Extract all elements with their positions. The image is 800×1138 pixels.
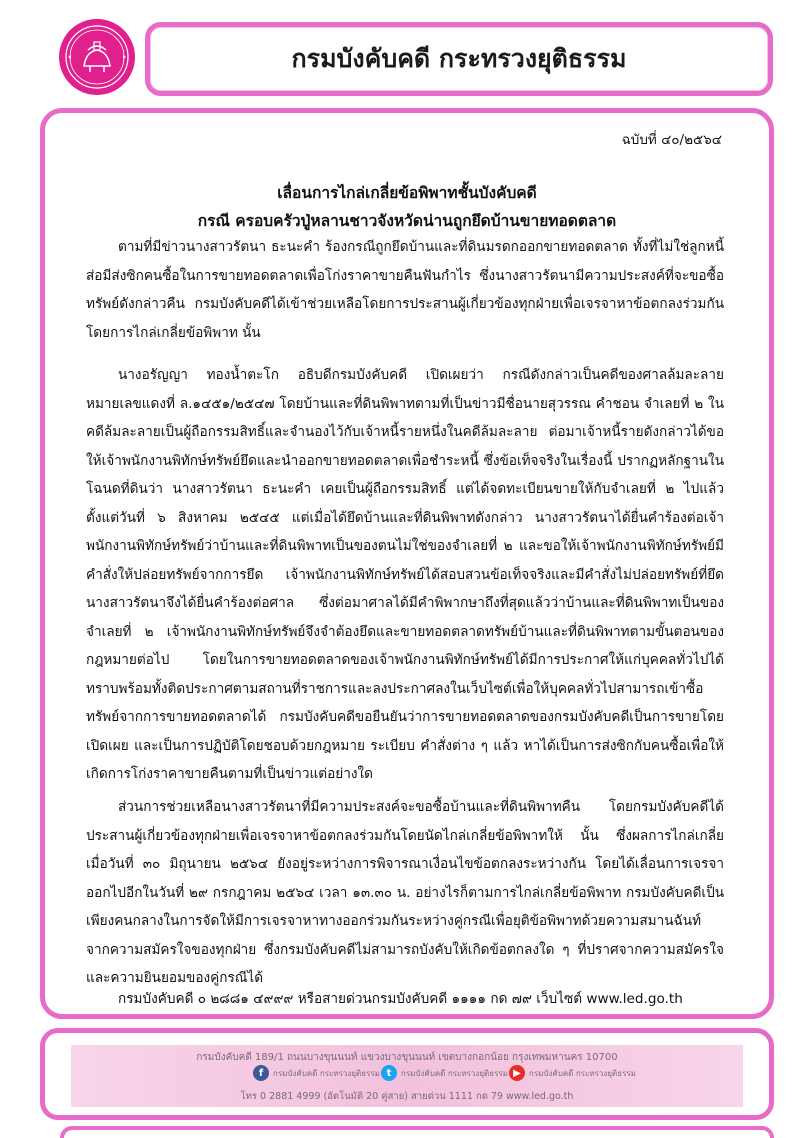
youtube-icon: ▶ xyxy=(509,1065,525,1081)
footer-contact: โทร 0 2881 4999 (อัตโนมัติ 20 คู่สาย) สายด่วน 1111 กด 79 www.led.go.th xyxy=(240,1091,574,1102)
footer-banner xyxy=(71,1045,743,1107)
contact-paragraph: กรมบังคับคดี ๐ ๒๘๘๑ ๔๙๙๙ หรือสายด่วนกรมบังคับคดี ๑๑๑๑ กด ๗๙ เว็บไซต์ www.led.go.th xyxy=(118,991,683,1007)
facebook-label: กรมบังคับคดี กระทรวงยุติธรรม xyxy=(273,1068,380,1078)
facebook-icon: f xyxy=(253,1065,269,1081)
document-number: ฉบับที่ ๔๐/๒๕๖๔ xyxy=(621,132,722,148)
twitter-link[interactable] xyxy=(381,1065,508,1081)
youtube-link[interactable] xyxy=(509,1065,636,1081)
facebook-link[interactable] xyxy=(253,1065,380,1081)
next-page-frame-edge xyxy=(60,1126,774,1138)
page-title: กรมบังคับคดี กระทรวงยุติธรรม xyxy=(291,44,627,73)
footer-frame xyxy=(40,1028,774,1120)
twitter-label: กรมบังคับคดี กระทรวงยุติธรรม xyxy=(401,1068,508,1078)
twitter-icon: t xyxy=(381,1065,397,1081)
paragraph-1: ตามที่มีข่าวนางสาวรัตนา ธะนะคำ ร้องกรณีถูกยึดบ้านและที่ดินมรดกออกขายทอดตลาด ทั้งที่ไม่ใช่ลูกหนี้ ส่อมีส่งซิกคนซื้อในการขายทอดตลาดเพื่อโก่งราคาขายคืนฟันกำไร ซึ่งนางสาวรัตนามีความประสงค์ที่จะขอซื้อทรัพย์ดังกล่าวคืน กรมบังคับคดีได้เข้าช่วยเหลือโดยการประสานผู้เกี่ยวข้องทุกฝ่ายเพื่อเจรจาหาข้อตกลงร่วมกันโดยการไกล่เกลี่ยข้อพิพาท นั้น xyxy=(86,239,724,341)
department-seal-logo xyxy=(58,18,136,96)
headline-line-1: เลื่อนการไกล่เกลี่ยข้อพิพาทชั้นบังคับคดี xyxy=(277,184,537,202)
headline-line-2: กรณี ครอบครัวปู่หลานชาวจังหวัดน่านถูกยึดบ้านขายทอดตลาด xyxy=(197,212,617,230)
footer-address: กรมบังคับคดี 189/1 ถนนบางขุนนนท์ แขวงบางขุนนนท์ เขตบางกอกน้อย กรุงเทพมหานคร 10700 xyxy=(196,1052,618,1063)
youtube-label: กรมบังคับคดี กระทรวงยุติธรรม xyxy=(529,1068,636,1078)
paragraph-2: นางอรัญญา ทองน้ำตะโก อธิบดีกรมบังคับคดี เปิดเผยว่า กรณีดังกล่าวเป็นคดีของศาลล้มละลาย หมายเลขแดงที่ ล.๑๔๕๑/๒๕๔๗ โดยบ้านและที่ดินพิพาทตามที่เป็นข่าวมีชื่อนายสุวรรณ คำชอน จำเลยที่ ๒ ในคดีล้มละลายเป็นผู้ถือกรรมสิทธิ์และจำนองไว้กับเจ้าหนี้รายหนึ่งในคดีล้มละลาย ต่อมาเจ้าหนี้รายดังกล่าวได้ขอให้เจ้าพนักงานพิทักษ์ทรัพย์ยึดและนำออกขายทอดตลาดเพื่อชำระหนี้ ซึ่งข้อเท็จจริงในเรื่องนี้ ปรากฏหลักฐานในโฉนดที่ดินว่า นางสาวรัตนา ธะนะคำ เคยเป็นผู้ถือกรรมสิทธิ์ แต่ได้จดทะเบียนขายให้กับจำเลยที่ ๒ ไปแล้วตั้งแต่วันที่ ๖ สิงหาคม ๒๕๔๕ แต่เมื่อได้ยึดบ้านและที่ดินพิพาทดังกล่าว นางสาวรัตนาได้ยื่นคำร้องต่อเจ้าพนักงานพิทักษ์ทรัพย์ว่าบ้านและที่ดินพิพาทเป็นของตนไม่ใช่ของจำเลยที่ ๒ และขอให้เจ้าพนักงานพิทักษ์ทรัพย์มีคำสั่งให้ปล่อยทรัพย์จากการยึด เจ้าพนักงานพิทักษ์ทรัพย์ได้สอบสวนข้อเท็จจริงและมีคำสั่งไม่ปล่อยทรัพย์ที่ยึด นางสาวรัตนาจึงได้ยื่นคำร้องต่อศาล ซึ่งต่อมาศาลได้มีคำพิพากษาถึงที่สุดแล้วว่าบ้านและที่ดินพิพาทเป็นของจำเลยที่ ๒ เจ้าพนักงานพิทักษ์ทรัพย์จึงจำต้องยึดและขายทอดตลาดทรัพย์บ้านและที่ดินพิพาทตามขั้นตอนของกฎหมายต่อไป โดยในการขายทอดตลาดของเจ้าพนักงานพิทักษ์ทรัพย์ได้มีการประกาศให้แก่บุคคลทั่วไปได้ทราบพร้อมทั้งติดประกาศตามสถานที่ราชการและลงประกาศลงในเว็บไซต์เพื่อให้บุคคลทั่วไปสามารถเข้าซื้อทรัพย์จากการขายทอดตลาดได้ กรมบังคับคดีขอยืนยันว่าการขายทอดตลาดของกรมบังคับคดีเป็นการขายโดยเปิดเผย และเป็นการปฏิบัติโดยชอบด้วยกฎหมาย ระเบียบ คำสั่งต่าง ๆ แล้ว หาได้เป็นการส่งซิกกับคนซื้อเพื่อให้เกิดการโก่งราคาขายคืนตามที่เป็นข่าวแต่อย่างใด xyxy=(86,367,724,782)
paragraph-3: ส่วนการช่วยเหลือนางสาวรัตนาที่มีความประสงค์จะขอซื้อบ้านและที่ดินพิพาทคืน โดยกรมบังคับคดีได้ประสานผู้เกี่ยวข้องทุกฝ่ายเพื่อเจรจาหาข้อตกลงร่วมกันโดยนัดไกล่เกลี่ยข้อพิพาทให้ นั้น ซึ่งผลการไกล่เกลี่ย เมื่อวันที่ ๓๐ มิถุนายน ๒๕๖๔ ยังอยู่ระหว่างการพิจารณาเงื่อนไขข้อตกลงระหว่างกัน โดยได้เลื่อนการเจรจาออกไปอีกในวันที่ ๒๙ กรกฎาคม ๒๕๖๔ เวลา ๑๓.๓๐ น. อย่างไรก็ตามการไกล่เกลี่ยข้อพิพาท กรมบังคับคดีเป็นเพียงคนกลางในการจัดให้มีการเจรจาหาทางออกร่วมกันระหว่างคู่กรณีเพื่อยุติข้อพิพาทด้วยความสมานฉันท์จากความสมัครใจของทุกฝ่าย ซึ่งกรมบังคับคดีไม่สามารถบังคับให้เกิดข้อตกลงใด ๆ ที่ปราศจากความสมัครใจและความยินยอมของคู่กรณีได้ xyxy=(86,799,724,986)
header-title-box xyxy=(145,22,773,96)
